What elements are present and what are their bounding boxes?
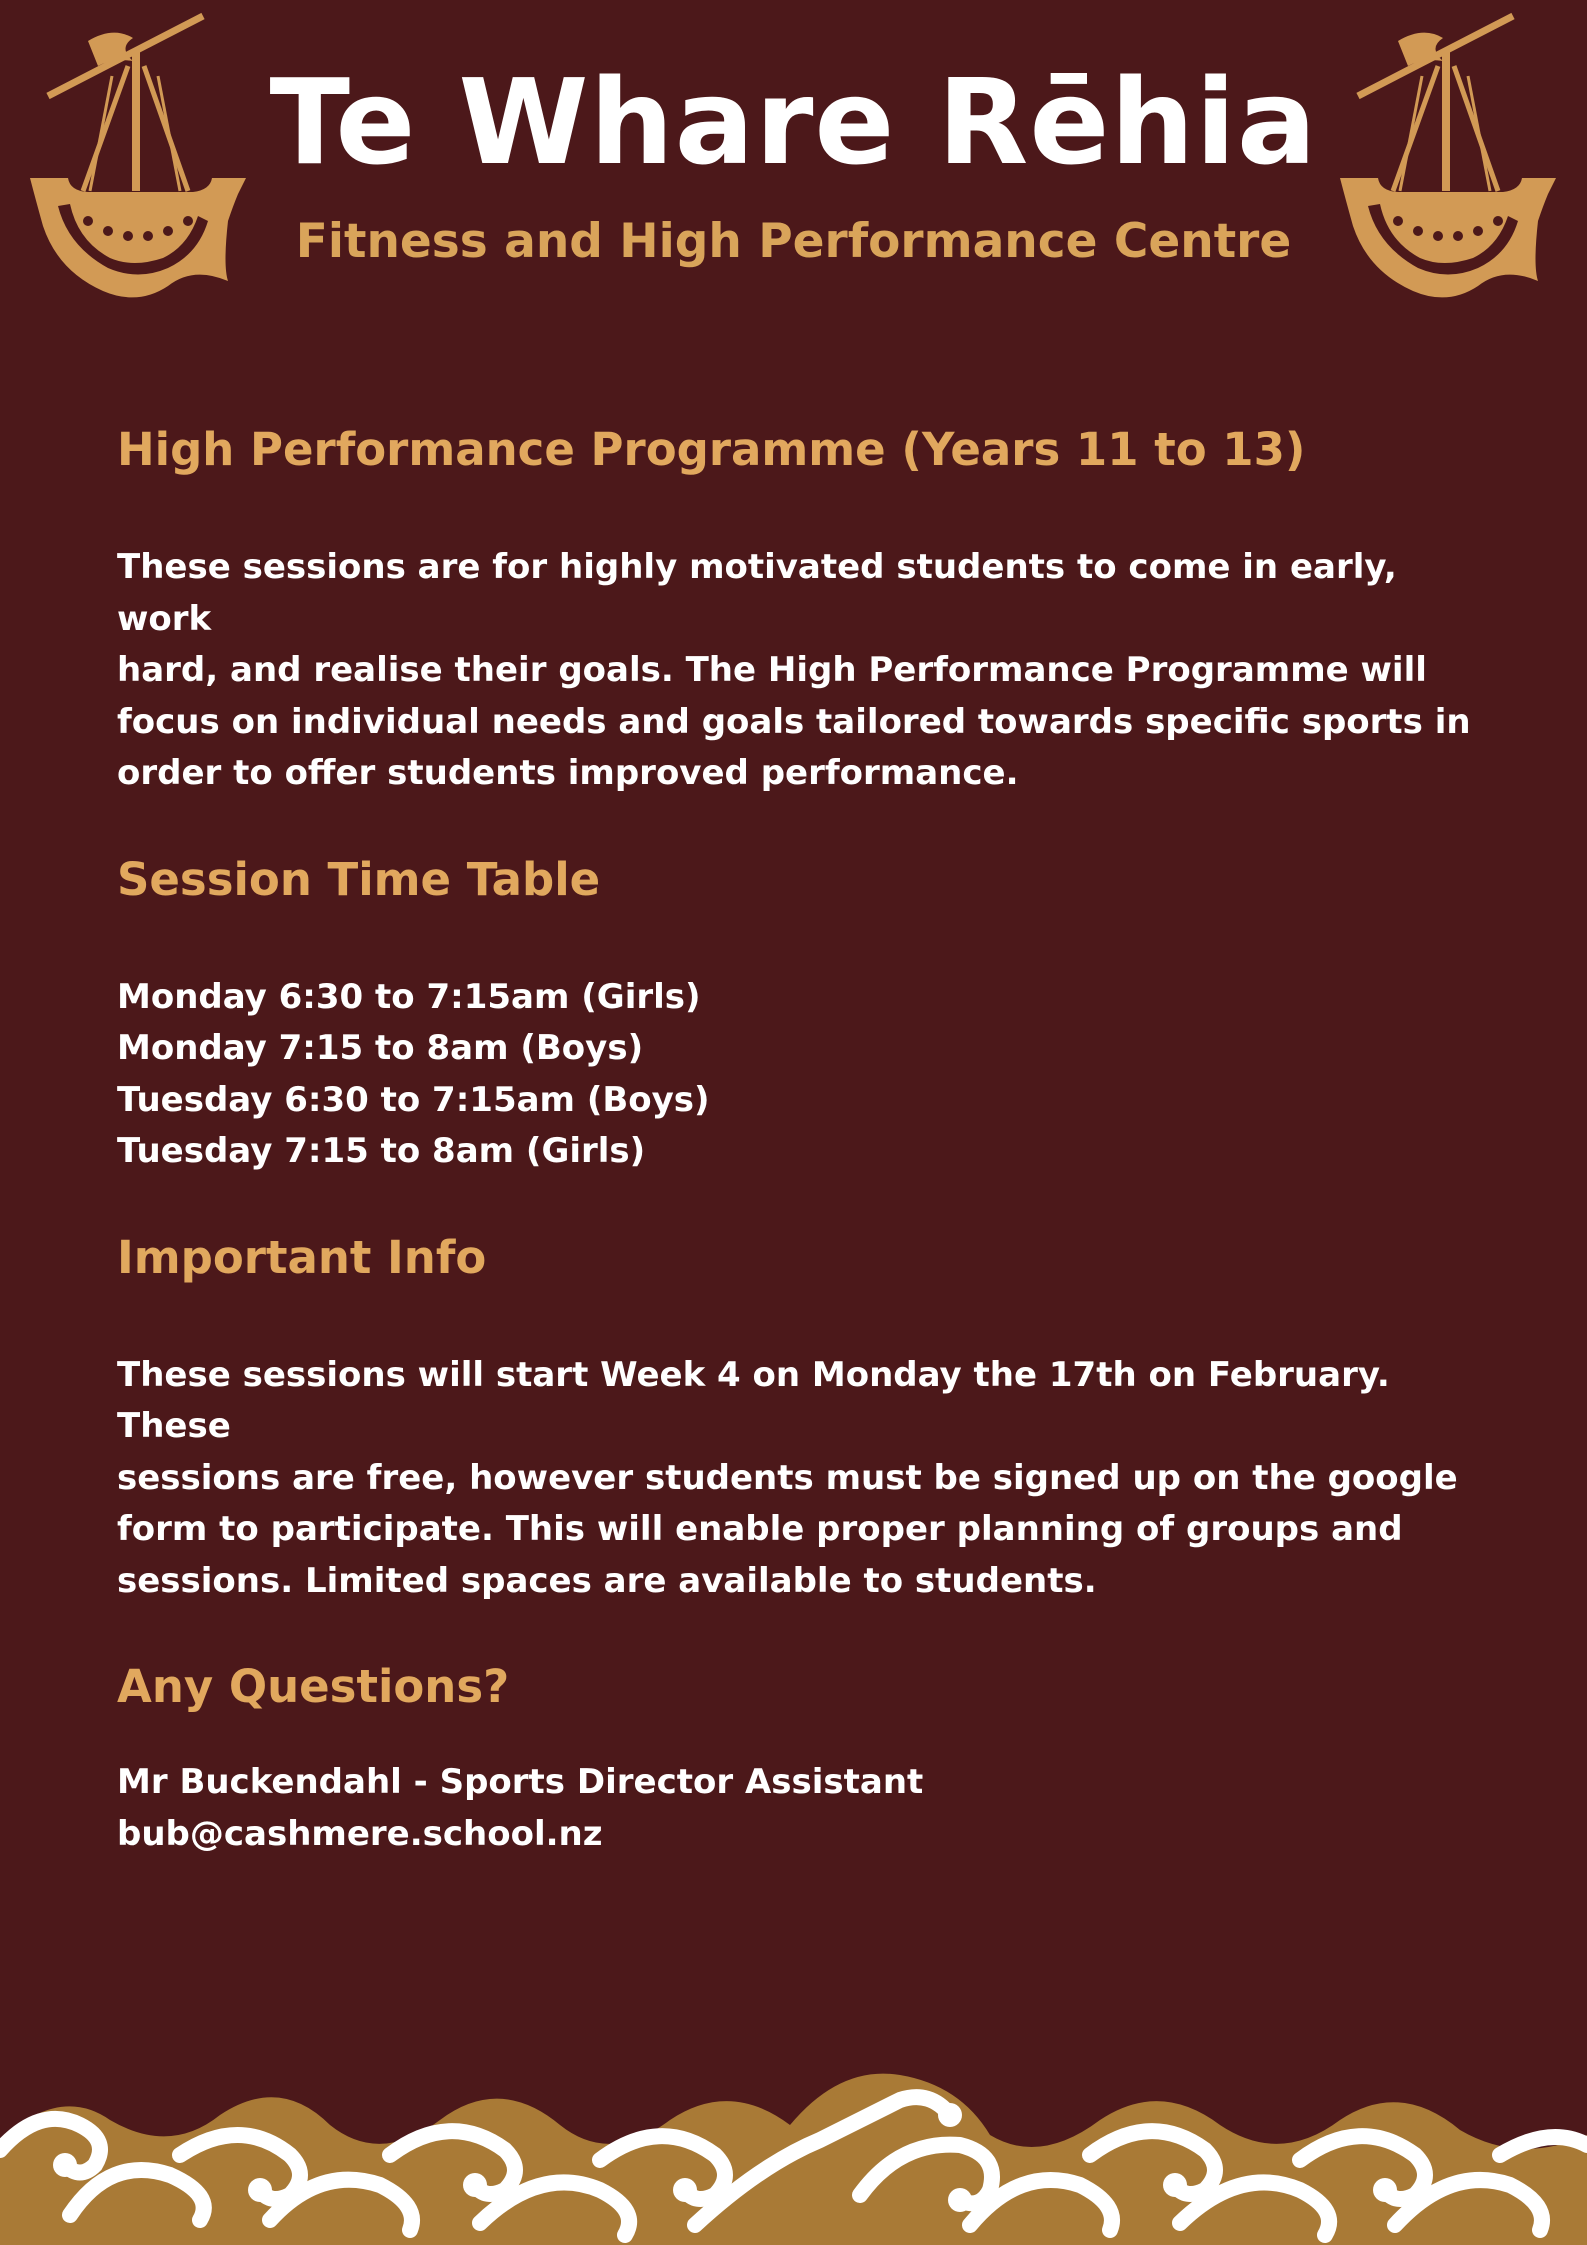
programme-description: [117, 542, 1477, 800]
programme-line: These sessions are for highly motivated students to come in early, work: [117, 547, 1397, 639]
info-description: [117, 1350, 1477, 1608]
questions-heading: Any Questions?: [117, 1660, 510, 1713]
info-line: form to participate. This will enable proper planning of groups and: [117, 1509, 1403, 1549]
programme-line: hard, and realise their goals. The High Performance Programme will: [117, 650, 1427, 690]
session-list: [117, 972, 1477, 1178]
page-title: Te Whare Rēhia: [269, 53, 1318, 191]
session-item: Monday 6:30 to 7:15am (Girls): [117, 976, 701, 1017]
info-line: These sessions will start Week 4 on Monday the 17th on February. These: [117, 1354, 1390, 1446]
session-item: Tuesday 7:15 to 8am (Girls): [117, 1131, 646, 1171]
programme-line: order to offer students improved performance.: [117, 753, 1019, 793]
main-content: [117, 420, 1477, 1860]
programme-line: focus on individual needs and goals tailored towards specific sports in: [117, 701, 1471, 742]
timetable-heading: Session Time Table: [117, 852, 601, 906]
programme-heading: High Performance Programme (Years 11 to 13): [117, 423, 1306, 476]
contact-email[interactable]: bub@cashmere.school.nz: [117, 1813, 603, 1854]
session-item: Monday 7:15 to 8am (Boys): [117, 1028, 644, 1068]
info-heading: Important Info: [117, 1230, 487, 1284]
session-item: Tuesday 6:30 to 7:15am (Boys): [117, 1079, 710, 1120]
info-line: sessions are free, however students must be signed up on the google: [117, 1457, 1458, 1498]
contact-name: Mr Buckendahl - Sports Director Assistant: [117, 1762, 924, 1802]
page-subtitle: Fitness and High Performance Centre: [295, 214, 1292, 269]
info-line: sessions. Limited spaces are available to students.: [117, 1560, 1097, 1601]
koru-pattern-border: [0, 2045, 1587, 2245]
